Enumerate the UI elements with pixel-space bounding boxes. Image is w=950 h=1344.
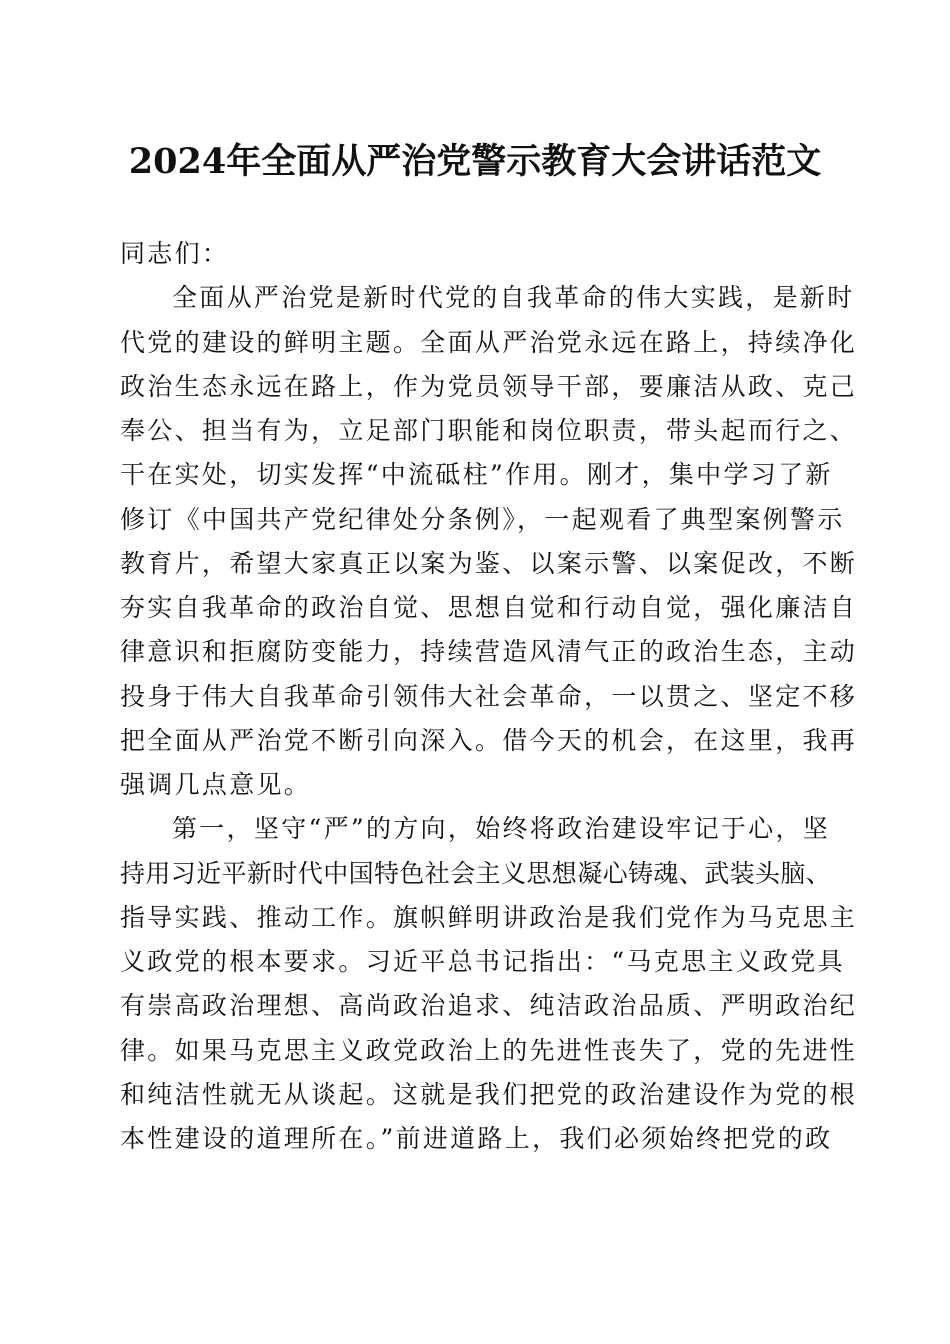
text-line: 代党的建设的鲜明主题。全面从严治党永远在路上，持续净化 bbox=[120, 327, 858, 357]
text-line: 夯实自我革命的政治自觉、思想自觉和行动自觉，强化廉洁自 bbox=[120, 593, 858, 622]
text-line: 政治生态永远在路上，作为党员领导干部，要廉洁从政、克己 bbox=[120, 371, 858, 401]
text-line: 全面从严治党是新时代党的自我革命的伟大实践，是新时 bbox=[172, 283, 855, 313]
text-line: 奉公、担当有为，立足部门职能和岗位职责，带头起而行之、 bbox=[120, 416, 858, 445]
text-line: 和纯洁性就无从谈起。这就是我们把党的政治建设作为党的根 bbox=[120, 1079, 858, 1109]
text-line: 本性建设的道理所在。”前进道路上，我们必须始终把党的政 bbox=[120, 1124, 833, 1153]
text-line-salutation: 同志们： bbox=[120, 239, 230, 268]
text-line: 教育片，希望大家真正以案为鉴、以案示警、以案促改，不断 bbox=[120, 548, 858, 578]
text-line: 指导实践、推动工作。旗帜鲜明讲政治是我们党作为马克思主 bbox=[120, 902, 858, 932]
document-title: 2024年全面从严治党警示教育大会讲话范文 bbox=[128, 141, 822, 182]
text-line: 有崇高政治理想、高尚政治追求、纯洁政治品质、严明政治纪 bbox=[120, 991, 858, 1021]
text-line: 干在实处，切实发挥“中流砥柱”作用。刚才，集中学习了新 bbox=[120, 460, 833, 490]
text-line: 把全面从严治党不断引向深入。借今天的机会，在这里，我再 bbox=[120, 725, 858, 755]
text-line: 投身于伟大自我革命引领伟大社会革命，一以贯之、坚定不移 bbox=[120, 681, 858, 711]
text-line: 持用习近平新时代中国特色社会主义思想凝心铸魂、武装头脑、 bbox=[120, 858, 832, 888]
text-line: 义政党的根本要求。习近平总书记指出：“马克思主义政党具 bbox=[120, 947, 845, 976]
text-line: 律意识和拒腐防变能力，持续营造风清气正的政治生态，主动 bbox=[120, 637, 858, 667]
text-line: 律。如果马克思主义政党政治上的先进性丧失了，党的先进性 bbox=[120, 1035, 858, 1065]
text-line: 修订《中国共产党纪律处分条例》，一起观看了典型案例警示 bbox=[120, 504, 845, 534]
text-line: 强调几点意见。 bbox=[120, 770, 312, 799]
text-line: 第一，坚守“严”的方向，始终将政治建设牢记于心，坚 bbox=[172, 814, 831, 844]
document-body bbox=[120, 232, 880, 1161]
